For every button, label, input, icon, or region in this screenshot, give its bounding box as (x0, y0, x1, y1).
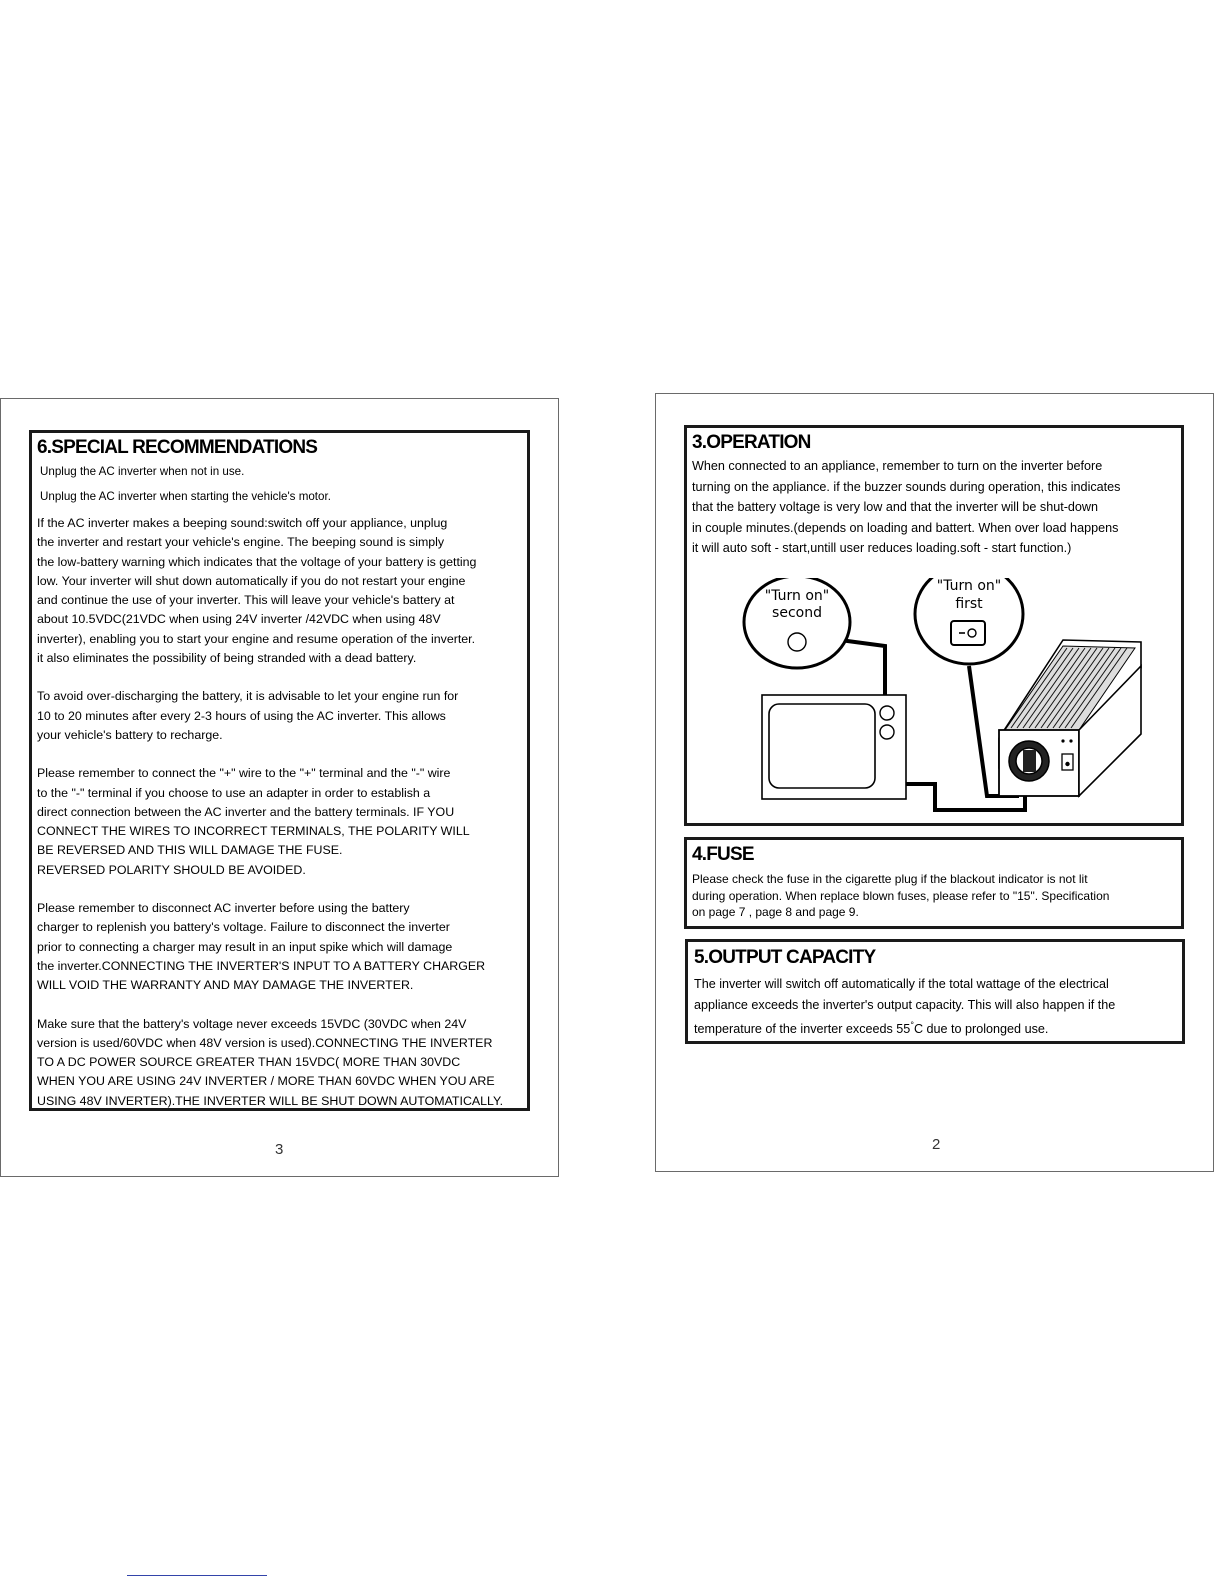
page-number: 3 (275, 1141, 284, 1158)
note-unplug-starting-motor: Unplug the AC inverter when starting the vehicle's motor. (40, 489, 331, 503)
callout-first-line2: first (955, 596, 983, 612)
operation-diagram (687, 578, 1181, 818)
callout-first-line1: "Turn on" (936, 578, 1002, 594)
page-number: 2 (932, 1136, 941, 1153)
fuse-box (684, 837, 1184, 929)
output-capacity-text (694, 974, 1182, 1040)
fuse-title: 4.FUSE (692, 844, 754, 865)
left-page (0, 398, 559, 1177)
output-text-main: The inverter will switch off automatically if the total wattage of the electrical appliance exceeds the inverter's output capacity. This will also happen if the temperature of the inverter exceeds 55 (694, 977, 1116, 1037)
section-title: 6.SPECIAL RECOMMENDATIONS (37, 437, 318, 458)
hyperlink-underline[interactable] (127, 1575, 267, 1576)
operation-box (684, 425, 1184, 826)
paragraph-max-voltage: Make sure that the battery's voltage never exceeds 15VDC (30VDC when 24V version is used/60VDC when 48V version is used).CONNECTING THE INVERTER TO A DC POWER SOURCE GREATER THAN 15VDC( MORE THAN 30VDC WHEN YOU ARE USING 24V INVERTER / MORE THAN 60VDC WHEN YOU ARE USING 48V INVERTER).THE INVERTER WILL BE SHUT DOWN AUTOMATICALLY. (37, 1016, 504, 1108)
degree-symbol: ° (910, 1020, 914, 1030)
special-recommendations-box (29, 430, 530, 1111)
turn-on-first-callout (915, 578, 1023, 664)
output-capacity-title: 5.OUTPUT CAPACITY (694, 947, 876, 968)
paragraph-over-discharge: To avoid over-discharging the battery, it is advisable to let your engine run for 10 to 20 minutes after every 2-3 hours of using the AC inverter. This allows your vehicle's battery to recharge. (37, 689, 459, 742)
television-illustration (762, 695, 906, 799)
turn-on-second-callout (744, 578, 850, 668)
paragraph-charger: Please remember to disconnect AC inverter before using the battery charger to replenish you battery's voltage. Failure to disconnect the inverter prior to connecting a charger may result in an input spike which will damage the inverter.CONNECTING THE INVERTER'S INPUT TO A BATTERY CHARGER WILL VOID THE WARRANTY AND MAY DAMAGE THE INVERTER. (37, 901, 486, 993)
note-unplug-not-in-use: Unplug the AC inverter when not in use. (40, 465, 245, 478)
right-page (655, 393, 1214, 1172)
paragraph-beeping: If the AC inverter makes a beeping sound:switch off your appliance, unplug the inverter and restart your vehicle's engine. The beeping sound is simply the low-battery warning which indicates that the voltage of your battery is getting low. Your inverter will shut down automatically if you do not restart your engine and continue the use of your inverter. This will leave your vehicle's battery at about 10.5VDC(21VDC when using 24V inverter /42VDC when using 48V inverter), enabling you to start your engine and resume operation of the inverter. it also eliminates the possibility of being stranded with a dead battery. (37, 516, 477, 666)
output-text-end: C due to prolonged use. (913, 1022, 1049, 1037)
callout-second-line2: second (772, 605, 822, 621)
inverter-illustration (999, 640, 1141, 796)
output-capacity-box (685, 939, 1185, 1044)
paragraph-polarity: Please remember to connect the "+" wire to the "+" terminal and the "-" wire to the "-" terminal if you choose to use an adapter in order to establish a direct connection between the AC inverter and the battery terminals. IF YOU CONNECT THE WIRES TO INCORRECT TERMINALS, THE POLARITY WILL BE REVERSED AND THIS WILL DAMAGE THE FUSE. REVERSED POLARITY SHOULD BE AVOIDED. (37, 766, 470, 877)
tv-power-button-icon (788, 633, 806, 651)
fuse-text: Please check the fuse in the cigarette plug if the blackout indicator is not lit during operation. When replace blown fuses, please refer to "15". Specification on page 7 , page 8 and page 9. (692, 872, 1110, 919)
operation-title: 3.OPERATION (692, 432, 811, 453)
operation-text: When connected to an appliance, remember to turn on the inverter before turning on the appliance. if the buzzer sounds during operation, this indicates that the battery voltage is very low and that the inverter will be shut-down in couple minutes.(depends on loading and battert. When over load happens it will auto soft - start,untill user reduces loading.soft - start function.) (692, 459, 1121, 555)
callout-second-line1: "Turn on" (764, 588, 830, 604)
